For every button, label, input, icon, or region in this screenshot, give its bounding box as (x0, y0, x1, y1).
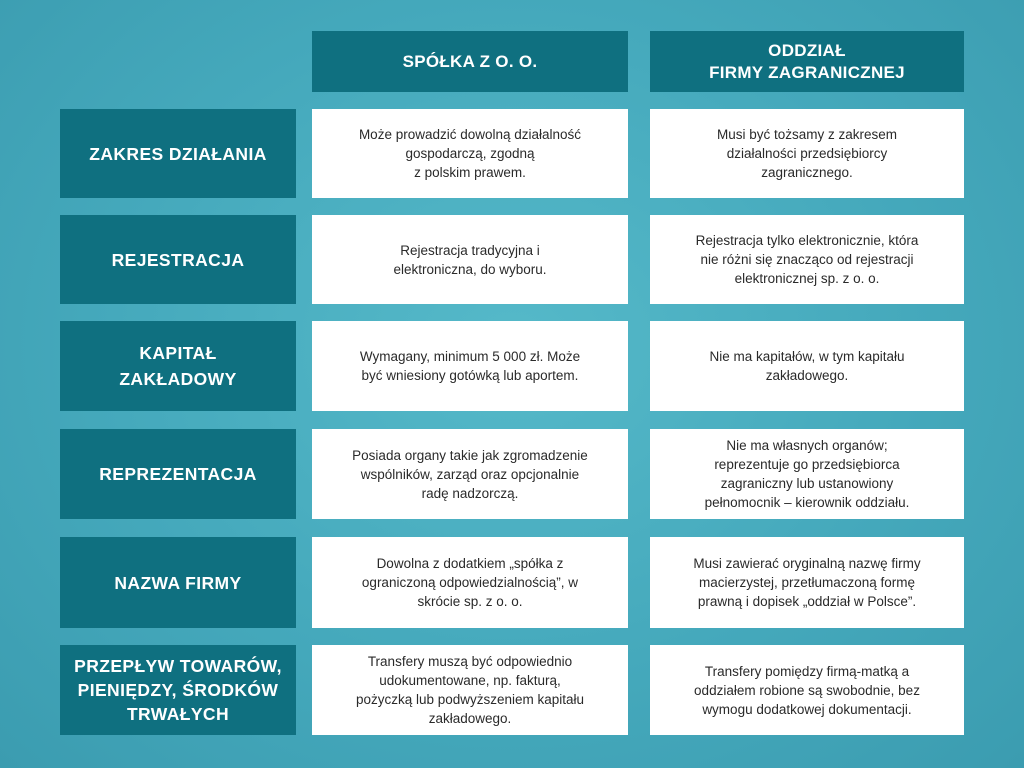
cell-oddzial-nazwa-firmy: Musi zawierać oryginalną nazwę firmy macierzystej, przetłumaczoną formę prawną i dopisek „oddział w Polsce”. (650, 537, 964, 628)
column-header-spolka: SPÓŁKA Z O. O. (312, 31, 628, 92)
cell-oddzial-przeplyw: Transfery pomiędzy firmą-matką a oddziałem robione są swobodnie, bez wymogu dodatkowej dokumentacji. (650, 645, 964, 735)
cell-spolka-przeplyw: Transfery muszą być odpowiednio udokumentowane, np. fakturą, pożyczką lub podwyższeniem kapitału zakładowego. (312, 645, 628, 735)
cell-oddzial-zakres-dzialania: Musi być tożsamy z zakresem działalności przedsiębiorcy zagranicznego. (650, 109, 964, 198)
row-header-rejestracja: REJESTRACJA (60, 215, 296, 304)
cell-spolka-kapital-zakladowy: Wymagany, minimum 5 000 zł. Może być wniesiony gotówką lub aportem. (312, 321, 628, 411)
cell-spolka-reprezentacja: Posiada organy takie jak zgromadzenie wspólników, zarząd oraz opcjonalnie radę nadzorczą. (312, 429, 628, 519)
row-header-reprezentacja: REPREZENTACJA (60, 429, 296, 519)
row-header-przeplyw: PRZEPŁYW TOWARÓW, PIENIĘDZY, ŚRODKÓW TRWAŁYCH (60, 645, 296, 735)
row-header-zakres-dzialania: ZAKRES DZIAŁANIA (60, 109, 296, 198)
row-header-kapital-zakladowy: KAPITAŁ ZAKŁADOWY (60, 321, 296, 411)
cell-oddzial-reprezentacja: Nie ma własnych organów; reprezentuje go przedsiębiorca zagraniczny lub ustanowiony pełnomocnik – kierownik oddziału. (650, 429, 964, 519)
column-header-oddzial: ODDZIAŁ FIRMY ZAGRANICZNEJ (650, 31, 964, 92)
cell-oddzial-rejestracja: Rejestracja tylko elektronicznie, która nie różni się znacząco od rejestracji elektronicznej sp. z o. o. (650, 215, 964, 304)
cell-oddzial-kapital-zakladowy: Nie ma kapitałów, w tym kapitału zakładowego. (650, 321, 964, 411)
cell-spolka-nazwa-firmy: Dowolna z dodatkiem „spółka z ograniczoną odpowiedzialnością”, w skrócie sp. z o. o. (312, 537, 628, 628)
row-header-nazwa-firmy: NAZWA FIRMY (60, 537, 296, 628)
cell-spolka-zakres-dzialania: Może prowadzić dowolną działalność gospodarczą, zgodną z polskim prawem. (312, 109, 628, 198)
cell-spolka-rejestracja: Rejestracja tradycyjna i elektroniczna, do wyboru. (312, 215, 628, 304)
